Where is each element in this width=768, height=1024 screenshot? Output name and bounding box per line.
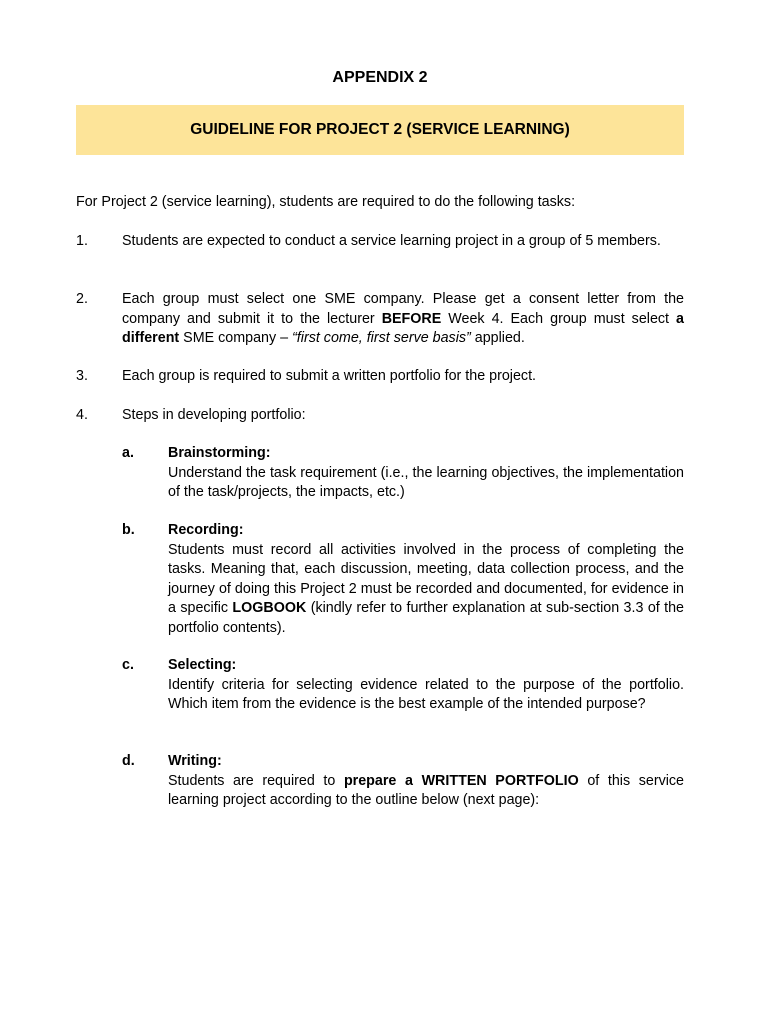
list-item-3 bbox=[76, 367, 684, 387]
text-run: of this service learning project according to the outline below (next page): bbox=[168, 772, 685, 808]
step-body: Understand the task requirement (i.e., the learning objectives, the implementation of the task/projects, the impacts, etc.) bbox=[168, 464, 684, 500]
step-heading: Selecting: bbox=[168, 657, 237, 673]
step-letter: b. bbox=[122, 522, 135, 538]
guideline-title: GUIDELINE FOR PROJECT 2 (SERVICE LEARNING) bbox=[190, 121, 570, 139]
emphasis-before: BEFORE bbox=[381, 310, 442, 327]
list-item-4 bbox=[76, 406, 684, 426]
text-run: Students must record all activities involved in the process of completing the tasks. Meaning that, each discussion, meeting, data collection process, and the journey of doing this Project 2 must be recorded and documented, for evidence in a specific bbox=[168, 541, 684, 616]
text-run: Students are required to bbox=[168, 772, 344, 789]
list-item-text: Steps in developing portfolio: bbox=[122, 407, 306, 423]
step-writing bbox=[122, 752, 684, 811]
guideline-title-box bbox=[76, 105, 684, 155]
intro-paragraph: For Project 2 (service learning), students are required to do the following tasks: bbox=[76, 194, 576, 210]
text-run: SME company – bbox=[179, 330, 293, 346]
step-heading: Writing: bbox=[168, 753, 222, 769]
list-item-number: 1. bbox=[76, 233, 88, 249]
step-heading: Recording: bbox=[168, 522, 244, 538]
list-item-text: Students are expected to conduct a service learning project in a group of 5 members. bbox=[122, 233, 661, 249]
step-recording bbox=[122, 521, 684, 638]
step-brainstorming bbox=[122, 444, 684, 503]
list-item-number: 4. bbox=[76, 407, 88, 423]
list-item-text: Each group is required to submit a written portfolio for the project. bbox=[122, 368, 537, 384]
emphasis-written-portfolio: prepare a WRITTEN PORTFOLIO bbox=[343, 772, 579, 789]
step-letter: a. bbox=[122, 445, 134, 461]
appendix-title: APPENDIX 2 bbox=[332, 69, 428, 86]
italic-quote: “first come, first serve basis” bbox=[292, 330, 471, 346]
list-item-number: 2. bbox=[76, 291, 88, 307]
step-body: Identify criteria for selecting evidence related to the purpose of the portfolio. Which item from the evidence is the best example of the intended purpose? bbox=[168, 676, 684, 712]
list-item-number: 3. bbox=[76, 368, 88, 384]
step-selecting bbox=[122, 656, 684, 715]
text-run: Each group must select one SME company. Please get a consent letter from the company and submit it to the lecturer bbox=[122, 291, 684, 327]
text-run: Week 4. Each group must select bbox=[441, 310, 677, 327]
step-letter: d. bbox=[122, 753, 135, 769]
list-item-1 bbox=[76, 232, 684, 252]
emphasis-a-different: a different bbox=[122, 310, 684, 346]
step-body bbox=[168, 772, 684, 811]
text-run: applied. bbox=[470, 330, 525, 346]
list-item-2 bbox=[76, 290, 684, 349]
emphasis-logbook: LOGBOOK bbox=[232, 600, 307, 616]
list-item-text bbox=[122, 290, 684, 349]
step-body bbox=[168, 541, 684, 639]
step-heading: Brainstorming: bbox=[168, 445, 271, 461]
text-run: (kindly refer to further explanation at sub-section 3.3 of the portfolio contents). bbox=[168, 600, 685, 636]
step-letter: c. bbox=[122, 657, 134, 673]
